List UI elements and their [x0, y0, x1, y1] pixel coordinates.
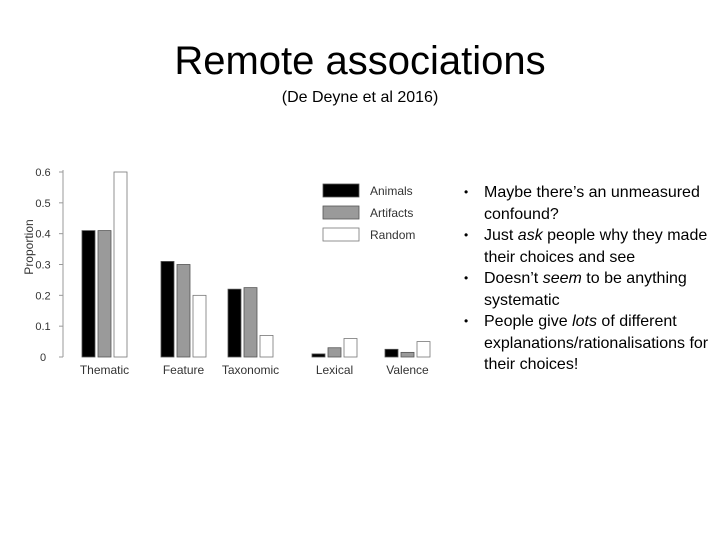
legend-label-artifacts: Artifacts	[370, 206, 414, 220]
bar-artifacts-valence	[401, 352, 414, 357]
bullet-text: Doesn’t	[484, 270, 543, 287]
bullet-list	[462, 182, 712, 376]
bar-random-lexical	[344, 339, 357, 358]
bullet-item	[462, 311, 712, 376]
y-tick-label: 0.5	[35, 197, 51, 210]
bar-artifacts-thematic	[98, 231, 111, 357]
bar-animals-thematic	[82, 231, 95, 357]
bullet-text: Just	[484, 227, 518, 244]
bullet-text: to be anything systematic	[484, 270, 687, 309]
legend-swatch-random	[323, 228, 359, 241]
bar-artifacts-lexical	[328, 348, 341, 357]
legend-label-random: Random	[370, 228, 416, 242]
bar-artifacts-taxonomic	[244, 288, 257, 357]
bullet-text: of different explanations/rationalisations for their choices!	[484, 313, 709, 373]
x-tick-label: Taxonomic	[221, 363, 280, 377]
y-tick-label: 0.1	[35, 321, 51, 334]
bullet-text: People give	[484, 313, 573, 330]
bar-random-feature	[193, 295, 206, 357]
bullet-item	[462, 268, 712, 311]
y-tick-label: 0.3	[35, 259, 51, 272]
y-tick-label: 0	[39, 352, 47, 364]
bar-random-valence	[417, 342, 430, 357]
bullet-text: Maybe there’s an unmeasured confound?	[484, 184, 700, 223]
legend-swatch-animals	[323, 184, 359, 197]
x-tick-label: Valence	[386, 363, 429, 377]
legend-swatch-artifacts	[323, 206, 359, 219]
legend-label-animals: Animals	[370, 184, 413, 198]
bar-animals-lexical	[312, 354, 325, 357]
bar-random-thematic	[114, 172, 127, 357]
slide-subtitle: (De Deyne et al 2016)	[281, 89, 439, 106]
bar-animals-feature	[161, 261, 174, 357]
bullet-item	[462, 182, 712, 225]
x-tick-label: Feature	[162, 363, 205, 377]
bullet-emphasis: ask	[517, 227, 543, 244]
bullet-emphasis: lots	[572, 313, 597, 330]
y-tick-label: 0.2	[35, 290, 51, 303]
y-tick-label: 0.4	[35, 228, 51, 241]
bar-random-taxonomic	[260, 335, 273, 357]
bullet-text: people why they made their choices and see	[484, 227, 708, 266]
bar-artifacts-feature	[177, 265, 190, 358]
chart-canvas	[15, 160, 455, 380]
bullet-item	[462, 225, 712, 268]
bar-animals-valence	[385, 349, 398, 357]
y-tick-label: 0.6	[35, 167, 51, 179]
x-tick-label: Thematic	[79, 363, 130, 377]
x-tick-label: Lexical	[315, 363, 354, 377]
y-axis-label: Proportion	[22, 219, 36, 275]
bullet-emphasis: seem	[542, 270, 582, 287]
bar-animals-taxonomic	[228, 289, 241, 357]
slide-title: Remote associations	[174, 39, 546, 83]
bar-chart	[15, 160, 455, 380]
